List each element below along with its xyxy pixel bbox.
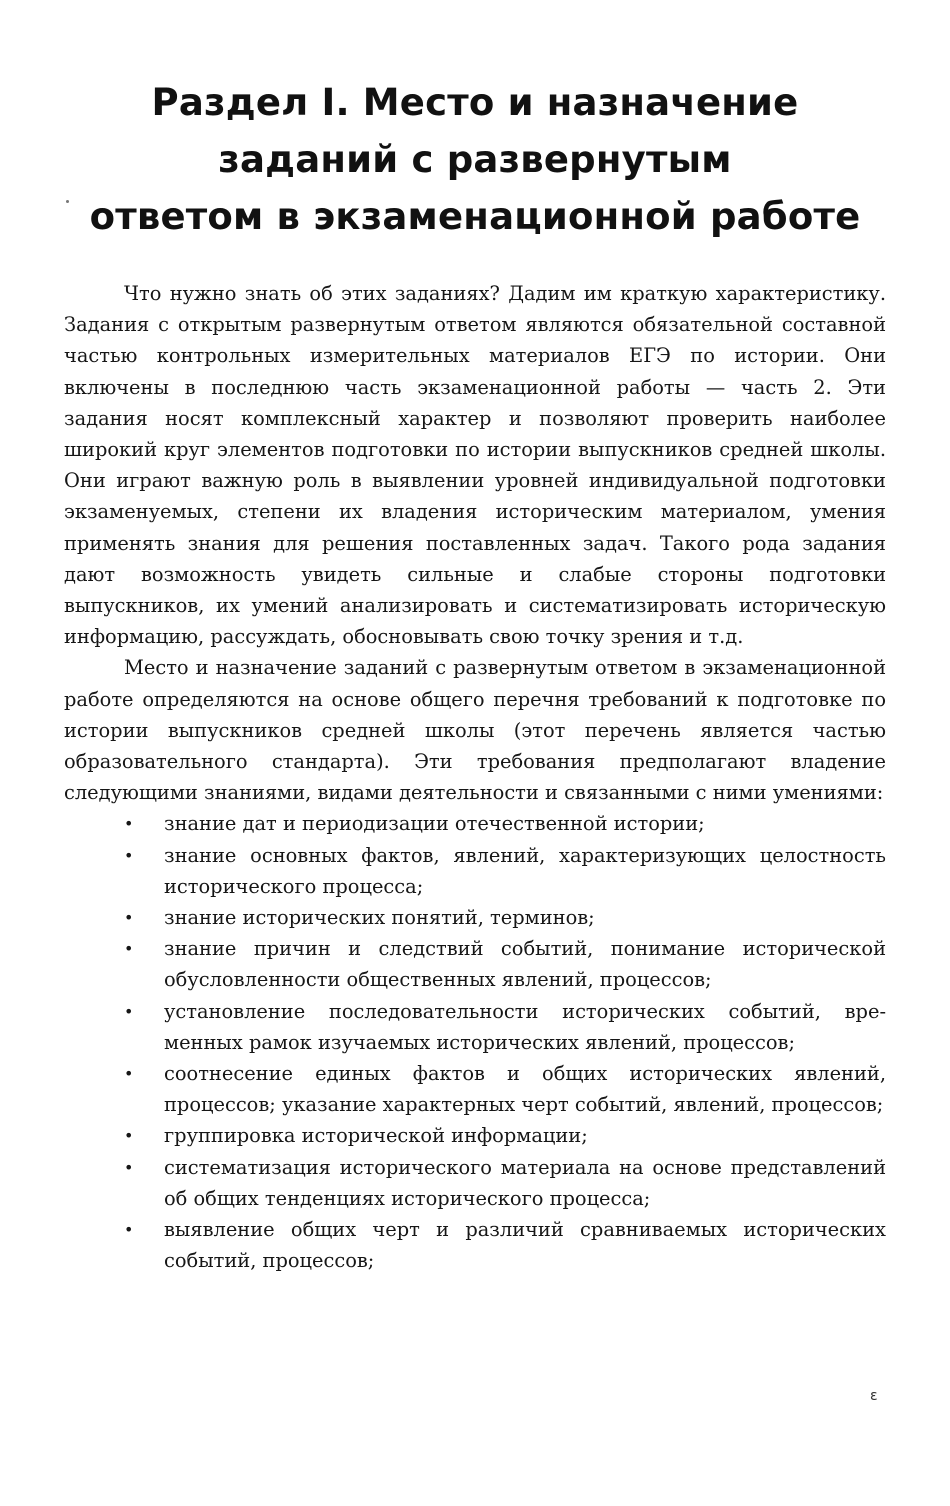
- list-item: • знание исторических понятий, терминов;: [64, 902, 886, 933]
- section-title: [60, 74, 890, 245]
- list-item: • знание дат и периодизации отечественной истории;: [64, 808, 886, 839]
- bullet-icon: •: [124, 814, 134, 834]
- list-item: • выявление общих черт и различий сравниваемых исторических событий, процессов;: [64, 1214, 886, 1276]
- section-title-line-1: Раздел I. Место и назначение: [151, 81, 799, 124]
- list-item: • систематизация исторического материала на основе представлений об общих тенденциях исторического процесса;: [64, 1152, 886, 1214]
- list-item: • группировка исторической информации;: [64, 1120, 886, 1151]
- paragraph-intro: Что нужно знать об этих заданиях? Дадим им краткую характеристику. Задания с открытым развернутым ответом являются обязательной составной частью контрольных измерительных материалов ЕГЭ по истории. Они включены в последнюю часть экзаменационной работы — часть 2. Эти задания носят комплексный характер и позволяют проверить наиболее широкий круг элементов подготовки по истории выпускников средней школы. Они играют важную роль в выявлении уровней индивидуальной подготовки экзаменуемых, степени их владения историческим материалом, умения применять знания для решения поставленных задач. Такого рода задания дают возможность увидеть сильные и слабые стороны подготовки выпускников, их умений анализировать и систематизировать историческую информацию, рассуждать, обосновывать свою точку зрения и т.д.: [64, 282, 886, 649]
- bullet-icon: •: [124, 1064, 134, 1084]
- bullet-icon: •: [124, 845, 134, 865]
- list-item: • соотнесение единых фактов и общих исторических явлений, процессов; указание характерных черт событий, явлений, процессов;: [64, 1058, 886, 1120]
- body-text: [64, 278, 886, 1277]
- bullet-icon: •: [124, 908, 134, 928]
- list-item: • знание причин и следствий событий, понимание исторической обусловленности общественных явлений, процессов;: [64, 933, 886, 995]
- paragraph-requirements: Место и назначение заданий с развернутым ответом в экзаменационной работе определяются на основе общего перечня требований к подготовке по истории выпускников средней школы (этот перечень является частью образовательного стандарта). Эти требования предполагают владение следующими знаниями, видами деятельности и связанными с ними умениями:: [64, 656, 886, 805]
- bullet-icon: •: [124, 939, 134, 959]
- list-item: • установление последовательности исторических событий, временных рамок изучаемых исторических явлений, процессов;: [64, 996, 886, 1058]
- bullet-icon: •: [124, 1126, 134, 1146]
- bullet-icon: •: [124, 1157, 134, 1177]
- section-title-line-3: ответом в экзаменационной работе: [89, 195, 861, 238]
- page-number: ε: [870, 1388, 878, 1404]
- bullet-icon: •: [124, 1001, 134, 1021]
- section-title-line-2: заданий с развернутым: [218, 138, 732, 181]
- list-item: • знание основных фактов, явлений, характеризующих целостность исторического процесса;: [64, 840, 886, 902]
- requirements-list: [64, 808, 886, 1276]
- bullet-icon: •: [124, 1220, 134, 1240]
